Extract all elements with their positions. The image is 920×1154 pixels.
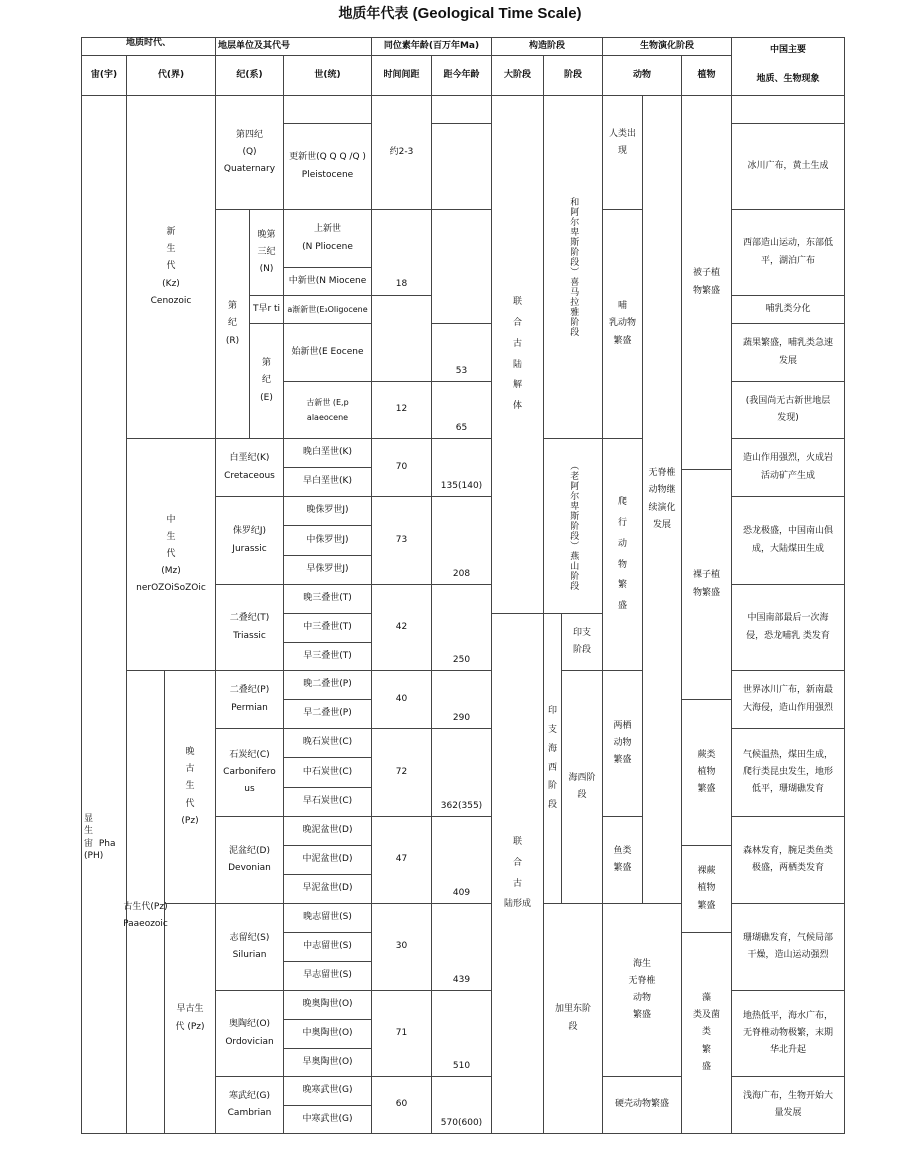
epoch-row: 中奥陶世(O) [284, 1020, 372, 1049]
era-late-paleozoic: 晚 古 生 代 (Pz) [165, 671, 216, 904]
age-cell: 409 [432, 817, 492, 904]
phenomena-cell: 浅海广布，生物开始大 量发展 [732, 1077, 845, 1134]
tectonic-indosinian: 印支 阶段 [562, 614, 603, 671]
title-en: (Geological Time Scale) [412, 5, 582, 22]
phenomena-cell: 造山作用强烈，火成岩 活动矿产生成 [732, 439, 845, 497]
animal-amphibian: 两栖 动物 繁盛 [603, 671, 643, 817]
epoch-row: 中侏罗世J) [284, 526, 372, 556]
period-cambrian: 寒武纪(G) Cambrian [216, 1077, 284, 1134]
phenomena-cell: 气候温热，煤田生成， 爬行类昆虫发生，地形 低平，珊瑚礁发育 [732, 729, 845, 817]
interval-cell: 72 [372, 729, 432, 817]
phenomena-cell: 森林发育，腕足类鱼类 极盛，两栖类发育 [732, 817, 845, 904]
header-geo-time: 地质时代、 [82, 38, 216, 56]
plant-angiosperm: 被子植 物繁盛 [682, 96, 732, 470]
tectonic-yanshan-label: （老阿尔卑斯阶段）燕山阶段 [568, 461, 579, 591]
phenomena-cell: 恐龙极盛，中国南山俱 成，大陆煤田生成 [732, 497, 845, 585]
age-cell [432, 96, 492, 124]
phenomena-cell: (我国尚无古新世地层 发现) [732, 382, 845, 439]
epoch-row: 古新世 (E,p alaeocene [284, 382, 372, 439]
header-bio-evolution: 生物演化阶段 [603, 38, 732, 56]
period-carboniferous: 石炭纪(C) Carbonifero us [216, 729, 284, 817]
phenomena-cell: 地热低平，海水广布， 无脊椎动物极繁，末期 华北升起 [732, 991, 845, 1077]
epoch-row: 早三叠世(T) [284, 643, 372, 671]
era-paleozoic: 古生代(Pz) Paaeozoic [127, 671, 165, 1134]
period-cretaceous: 白垩纪(K) Cretaceous [216, 439, 284, 497]
epoch-row: 上新世 (N Pliocene [284, 210, 372, 268]
epoch-row: 早白垩世(K) [284, 468, 372, 497]
interval-cell: 42 [372, 585, 432, 671]
epoch-row: 晚奥陶世(O) [284, 991, 372, 1020]
header-epoch: 世(统) [284, 56, 372, 96]
eon-code: (PH) [84, 851, 104, 862]
animal-human: 人类出 现 [603, 96, 643, 210]
phenomena-cell: 冰川广布，黄土生成 [732, 124, 845, 210]
age-cell: 208 [432, 497, 492, 585]
tectonic-hercynian: 海西阶 段 [562, 671, 603, 904]
header-interval: 时间间距 [372, 56, 432, 96]
age-cell: 362(355) [432, 729, 492, 817]
period-jurassic: 侏罗纪J) Jurassic [216, 497, 284, 585]
epoch-row: 中石炭世(C) [284, 758, 372, 788]
epoch-row: 晚泥盆世(D) [284, 817, 372, 846]
epoch-row: 晚石炭世(C) [284, 729, 372, 758]
plant-psilophyte: 裸蕨 植物 繁盛 [682, 846, 732, 933]
plant-algae: 藻 类及菌 类 繁 盛 [682, 933, 732, 1134]
epoch-row: 晚寒武世(G) [284, 1077, 372, 1106]
animal-mammal: 哺 乳动物 繁盛 [603, 210, 643, 439]
era-cenozoic: 新 生 代 (Kz) Cenozoic [127, 96, 216, 439]
period-devonian: 泥盆纪(D) Devonian [216, 817, 284, 904]
age-cell: 65 [432, 382, 492, 439]
interval-cell: 60 [372, 1077, 432, 1134]
epoch-row: 晚二叠世(P) [284, 671, 372, 700]
phenomena-cell: 珊瑚礁发育，气候局部 干燥，造山运动强烈 [732, 904, 845, 991]
header-stage: 阶段 [544, 56, 603, 96]
period-triassic: 二叠纪(T) Triassic [216, 585, 284, 671]
phenomena-cell: 西部造山运动，东部低 平，湖泊广布 [732, 210, 845, 296]
eon-cn: 显生宙 [84, 813, 94, 849]
header-china-main: 中国主要 [732, 38, 845, 64]
period-permian: 二叠纪(P) Permian [216, 671, 284, 729]
tectonic-himalaya [544, 96, 603, 439]
title-cn: 地质年代表 [338, 6, 409, 22]
epoch-row: a渐新世(E₃Oligocene [284, 296, 372, 324]
period-neogene: 晚第 三纪 (N) [250, 210, 284, 296]
tectonic-himalaya-label: 和阿尔卑斯阶段）喜马拉雅阶段 [568, 197, 579, 337]
age-cell [432, 124, 492, 210]
age-cell: 135(140) [432, 439, 492, 497]
header-animal: 动物 [603, 56, 682, 96]
epoch-row: 早志留世(S) [284, 962, 372, 991]
animal-reptile: 爬 行 动 物 繁 盛 [603, 439, 643, 671]
phenomena-cell: 中国南部最后一次海 侵，恐龙哺乳 类发育 [732, 585, 845, 671]
epoch-row: 中新世(N Miocene [284, 268, 372, 296]
epoch-row: 早二叠世(P) [284, 700, 372, 729]
interval-cell: 73 [372, 497, 432, 585]
age-cell: 290 [432, 671, 492, 729]
header-plant: 植物 [682, 56, 732, 96]
header-strata: 地层单位及其代号 [216, 38, 372, 56]
interval-cell: 约2-3 [372, 96, 432, 210]
tectonic-pangea-breakup: 联 合 古 陆 解 体 [492, 96, 544, 614]
interval-cell: 12 [372, 382, 432, 439]
age-cell: 570(600) [432, 1077, 492, 1134]
epoch-row: 晚三叠世(T) [284, 585, 372, 614]
plant-fern: 蕨类 植物 繁盛 [682, 700, 732, 846]
interval-cell: 47 [372, 817, 432, 904]
interval-cell: 18 [372, 210, 432, 296]
header-age: 距今年龄 [432, 56, 492, 96]
epoch-row: 中三叠世(T) [284, 614, 372, 643]
tectonic-caledonian: 加里东阶 段 [544, 904, 603, 1134]
plant-gymnosperm: 裸子植 物繁盛 [682, 470, 732, 700]
interval-cell: 70 [372, 439, 432, 497]
epoch-row: 更新世(Q Q Q /Q ) Pleistocene [284, 124, 372, 210]
age-cell [432, 210, 492, 324]
animal-fish: 鱼类 繁盛 [603, 817, 643, 904]
era-early-paleozoic: 早古生 代 (Pz) [165, 904, 216, 1134]
tectonic-pangea-formation: 联 合 古 陆形成 [492, 614, 544, 1134]
phenomena-cell: 世界冰川广布，新南最 大海侵，造山作用强烈 [732, 671, 845, 729]
interval-cell: 40 [372, 671, 432, 729]
eon-en: Pha [98, 838, 116, 849]
epoch-row: 始新世(E Eocene [284, 324, 372, 382]
eon-phanerozoic [82, 96, 127, 1134]
header-isotope-age: 同位素年龄(百万年Ma) [372, 38, 492, 56]
header-eon: 宙(宇) [82, 56, 127, 96]
epoch-blank-top [284, 96, 372, 124]
interval-cell [372, 296, 432, 382]
header-big-stage: 大阶段 [492, 56, 544, 96]
animal-vertebrate: 无脊椎 动物继 续演化 发展 [643, 96, 682, 904]
phenomena-cell: 蔬果繁盛，哺乳类急速 发展 [732, 324, 845, 382]
interval-cell: 30 [372, 904, 432, 991]
phenomena-blank [732, 96, 845, 124]
epoch-row: 中泥盆世(D) [284, 846, 372, 875]
tectonic-yanshan [544, 439, 603, 614]
epoch-row: 晚志留世(S) [284, 904, 372, 933]
age-cell: 53 [432, 324, 492, 382]
epoch-row: 晚白垩世(K) [284, 439, 372, 468]
animal-shelled: 硬壳动物繁盛 [603, 1077, 682, 1134]
header-period: 纪(系) [216, 56, 284, 96]
epoch-row: 晚侏罗世J) [284, 497, 372, 526]
age-cell: 250 [432, 585, 492, 671]
period-ordovician: 奥陶纪(O) Ordovician [216, 991, 284, 1077]
header-tectonic: 构造阶段 [492, 38, 603, 56]
header-phenomena: 地质、生物现象 [732, 64, 845, 96]
epoch-row: 早石炭世(C) [284, 788, 372, 817]
period-quaternary: 第四纪 (Q) Quaternary [216, 96, 284, 210]
epoch-row: 早泥盆世(D) [284, 875, 372, 904]
epoch-row: 中志留世(S) [284, 933, 372, 962]
epoch-row: 早奥陶世(O) [284, 1049, 372, 1077]
interval-cell: 71 [372, 991, 432, 1077]
period-paleogene: 第 纪 (E) [250, 324, 284, 439]
period-paleogene-top: T早r ti [250, 296, 284, 324]
age-cell: 439 [432, 904, 492, 991]
epoch-row: 中寒武世(G) [284, 1106, 372, 1134]
animal-marine-invertebrate: 海生 无脊椎 动物 繁盛 [603, 904, 682, 1077]
phenomena-cell: 哺乳类分化 [732, 296, 845, 324]
header-era: 代(界) [127, 56, 216, 96]
period-tertiary: 第 纪 (R) [216, 210, 250, 439]
period-silurian: 志留纪(S) Silurian [216, 904, 284, 991]
age-cell: 510 [432, 991, 492, 1077]
tectonic-indo-hercynian: 印 支 海 西 阶 段 [544, 614, 562, 904]
era-mesozoic: 中 生 代 (Mz) nerOZOiSoZOic [127, 439, 216, 671]
epoch-row: 早侏罗世J) [284, 556, 372, 585]
